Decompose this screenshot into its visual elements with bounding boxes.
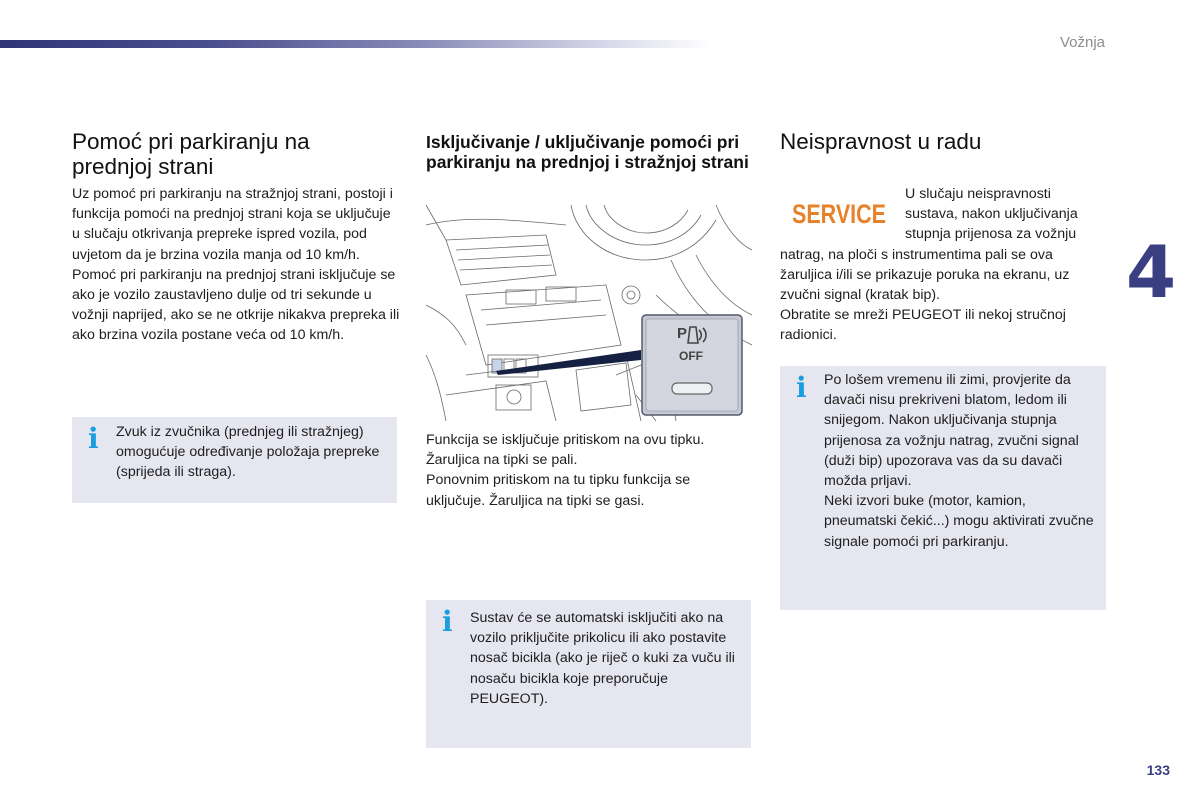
button-p-label: P	[677, 325, 688, 342]
col3-paragraph: U slučaju neispravnosti sustava, nakon uključivanja stupnja prijenosa za vožnju natrag, na ploči s instrumentima pali se ova žaruljica i/ili se prikazuje poruka na ekranu, uz zvučni signal (kratak bip).	[780, 186, 1078, 304]
info-line: Sustav će se automatski isključiti ako na vozilo priključite prikolicu ili ako postavite nosač bicikla (ako je riječ o kuki za vuču ili nosaču bicikla koje preporučuje PEUGEOT).	[470, 610, 735, 707]
dashboard-illustration	[426, 205, 752, 421]
col3-title: Neispravnost u radu	[780, 129, 982, 154]
col1-paragraph: Uz pomoć pri parkiranju na stražnjoj strani, postoji i funkcija pomoći na prednjoj strani koja se uključuje u slučaju otkrivanja prepreke ispred vozila, pod uvjetom da je brzina vozila manja od 10 km/h.	[72, 186, 393, 263]
info-icon: i	[88, 422, 99, 455]
info-icon: i	[796, 371, 807, 404]
col2-paragraph: Ponovnim pritiskom na tu tipku funkcija se uključuje. Žaruljica na tipki se gasi.	[426, 472, 691, 509]
col2-title: Isključivanje / uključivanje pomoći pri parkiranju na prednjoj i stražnjoj strani	[426, 132, 749, 172]
col1-info-box	[72, 417, 397, 503]
info-line: Neki izvori buke (motor, kamion, pneumatski čekić...) mogu aktivirati zvučne signale pomoći pri parkiranju.	[824, 493, 1094, 550]
col3-info-box	[780, 366, 1106, 610]
col2-info-box	[426, 600, 751, 748]
col1-title: Pomoć pri parkiranju na prednjoj strani	[72, 129, 310, 179]
col1-paragraph: Pomoć pri parkiranju na prednjoj strani isključuje se ako je vozilo zaustavljeno dulje od tri sekunde u vožnji naprijed, ako se ne otkrije nikakva prepreka ili ako brzina vozila postane veća od 10 km/h.	[72, 266, 400, 344]
col2-paragraph: Funkcija se isključuje pritiskom na ovu tipku.	[426, 432, 705, 448]
info-line: Zvuk iz zvučnika (prednjeg ili stražnjeg) omogućuje određivanje položaja prepreke (sprijeda ili straga).	[116, 424, 380, 481]
col1-info-text	[116, 422, 391, 483]
col2-info-text	[470, 608, 740, 709]
col3-info-text	[824, 370, 1096, 552]
col3-body	[780, 184, 1100, 346]
col2-paragraph: Žaruljica na tipki se pali.	[426, 452, 578, 469]
button-indicator-lamp	[672, 383, 712, 394]
button-off-label: OFF	[679, 349, 703, 363]
info-icon: i	[442, 605, 453, 638]
section-label: Vožnja	[1059, 34, 1105, 51]
col1-body	[72, 184, 402, 346]
dashboard-drawing	[426, 205, 752, 421]
service-logo-text: SERVICE	[792, 199, 886, 229]
info-line: Po lošem vremenu ili zimi, provjerite da davači nisu prekriveni blatom, ledom ili snijegom. Nakon uključivanja stupnja prijenosa za vožnju natrag, zvučni signal (duži bip) upozorava vas da su davači možda prljavi.	[824, 372, 1079, 490]
col2-body	[426, 430, 746, 511]
page-number: 133	[1146, 762, 1170, 778]
chapter-number: 4	[1126, 230, 1177, 314]
header-gradient-bar	[0, 40, 710, 48]
col3-paragraph: Obratite se mreži PEUGEOT ili nekoj stručnoj radionici.	[780, 307, 1066, 344]
